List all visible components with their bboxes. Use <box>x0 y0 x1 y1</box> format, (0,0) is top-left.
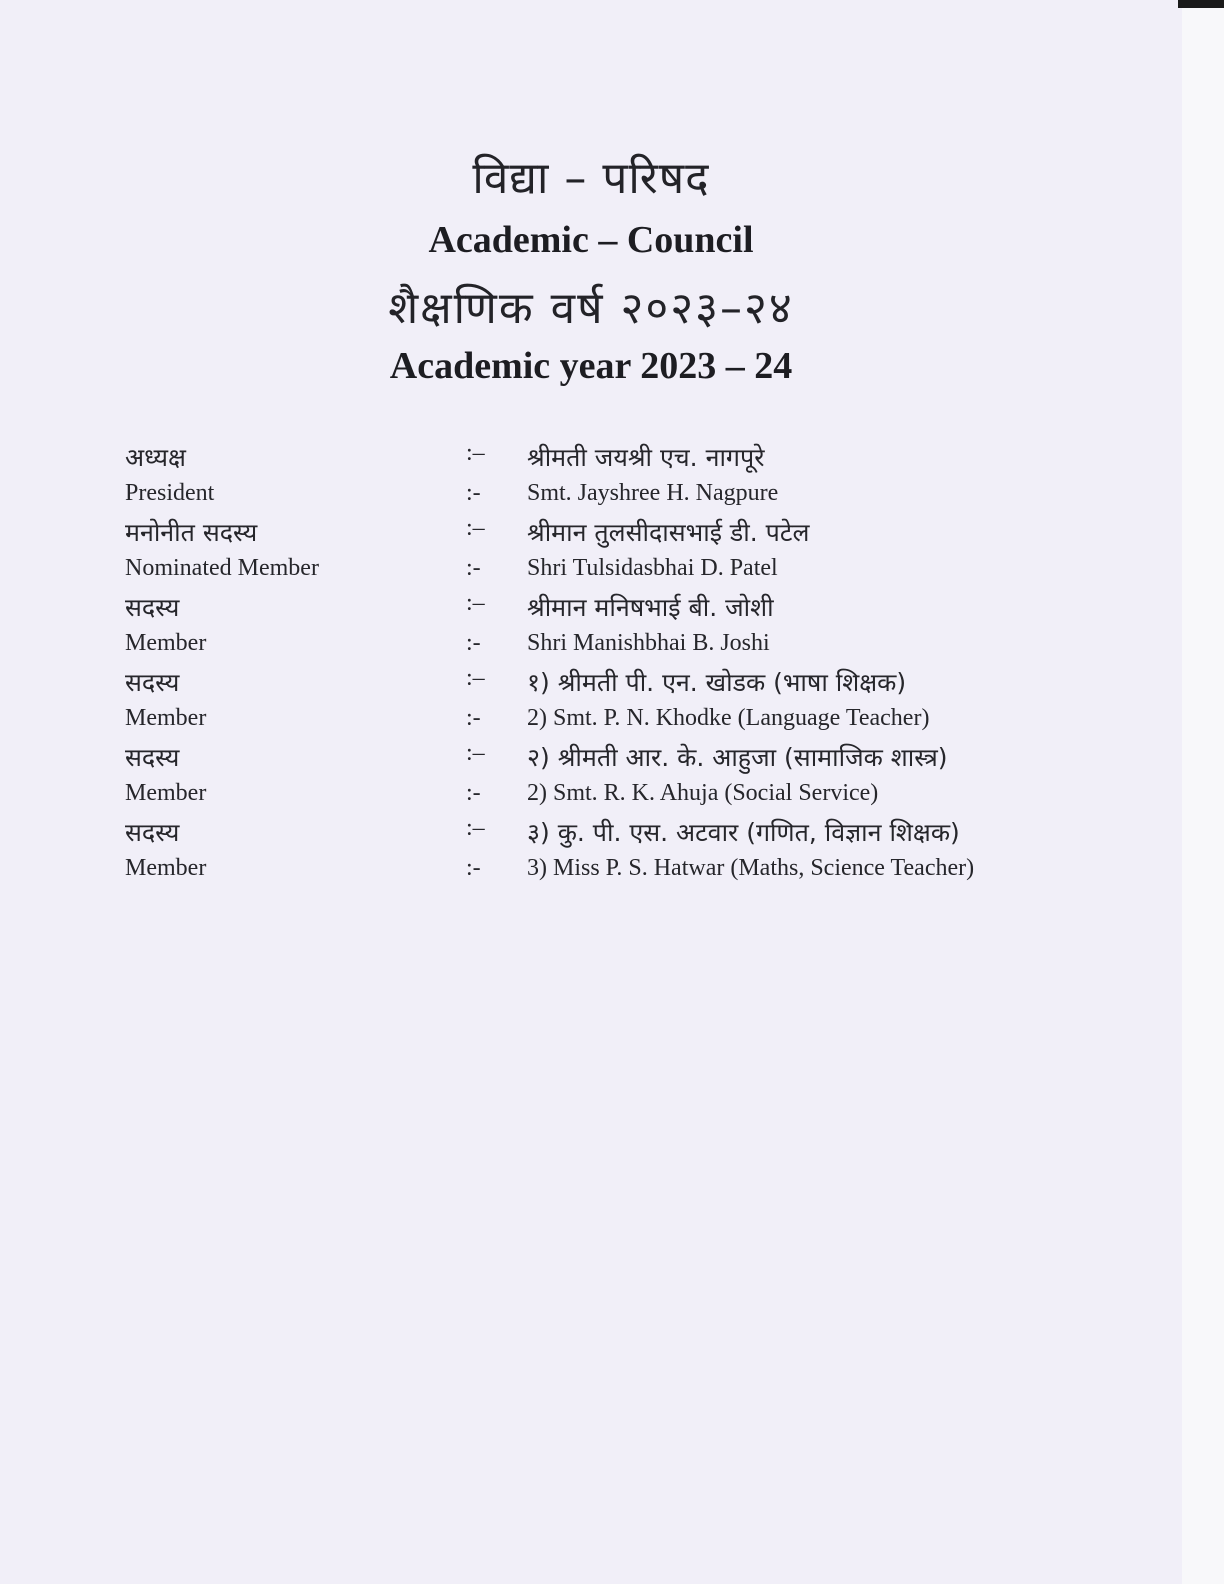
member-role: सदस्य <box>125 668 180 697</box>
member-role: Member <box>125 855 207 881</box>
member-separator: :– <box>466 590 485 616</box>
member-name: 2) Smt. P. N. Khodke (Language Teacher) <box>527 705 930 731</box>
member-role: सदस्य <box>125 593 180 622</box>
member-role: अध्यक्ष <box>125 443 186 472</box>
member-separator: :- <box>466 705 481 731</box>
member-row <box>0 590 1182 628</box>
member-row <box>0 780 1182 818</box>
member-row <box>0 815 1182 853</box>
member-role: Member <box>125 705 207 731</box>
member-name: 2) Smt. R. K. Ahuja (Social Service) <box>527 780 879 806</box>
scan-edge-strip <box>1182 0 1224 1584</box>
member-role: Nominated Member <box>125 555 319 581</box>
member-name: श्रीमान तुलसीदासभाई डी. पटेल <box>527 518 810 547</box>
member-name: श्रीमती जयश्री एच. नागपूरे <box>527 443 765 472</box>
member-separator: :- <box>466 480 481 506</box>
member-name: २) श्रीमती आर. के. आहुजा (सामाजिक शास्त्र) <box>527 743 948 772</box>
member-role: President <box>125 480 215 506</box>
member-role: मनोनीत सदस्य <box>125 518 258 547</box>
member-row <box>0 440 1182 478</box>
member-separator: :- <box>466 780 481 806</box>
member-separator: :– <box>466 665 485 691</box>
member-separator: :– <box>466 440 485 466</box>
member-separator: :- <box>466 855 481 881</box>
english-academic-year: Academic year 2023 – 24 <box>389 345 793 387</box>
member-name: १) श्रीमती पी. एन. खोडक (भाषा शिक्षक) <box>527 668 907 697</box>
member-row <box>0 705 1182 743</box>
member-separator: :- <box>466 555 481 581</box>
member-row <box>0 665 1182 703</box>
hindi-title: विद्या – परिषद <box>472 153 710 204</box>
member-role: सदस्य <box>125 743 180 772</box>
member-separator: :– <box>466 515 485 541</box>
member-row <box>0 480 1182 518</box>
member-row <box>0 740 1182 778</box>
member-name: श्रीमान मनिषभाई बी. जोशी <box>527 593 774 622</box>
member-separator: :– <box>466 740 485 766</box>
member-name: Shri Tulsidasbhai D. Patel <box>527 555 778 581</box>
member-name: 3) Miss P. S. Hatwar (Maths, Science Teacher) <box>527 855 975 881</box>
member-row <box>0 555 1182 593</box>
member-name: Shri Manishbhai B. Joshi <box>527 630 770 656</box>
member-role: Member <box>125 780 207 806</box>
scan-corner-mark <box>1178 0 1224 8</box>
member-row <box>0 855 1182 893</box>
member-name: ३) कु. पी. एस. अटवार (गणित, विज्ञान शिक्षक) <box>527 818 960 847</box>
member-row <box>0 515 1182 553</box>
member-name: Smt. Jayshree H. Nagpure <box>527 480 779 506</box>
english-title: Academic – Council <box>428 219 754 261</box>
member-role: सदस्य <box>125 818 180 847</box>
hindi-academic-year: शैक्षणिक वर्ष २०२३–२४ <box>388 283 794 334</box>
member-role: Member <box>125 630 207 656</box>
member-separator: :– <box>466 815 485 841</box>
member-separator: :- <box>466 630 481 656</box>
member-row <box>0 630 1182 668</box>
